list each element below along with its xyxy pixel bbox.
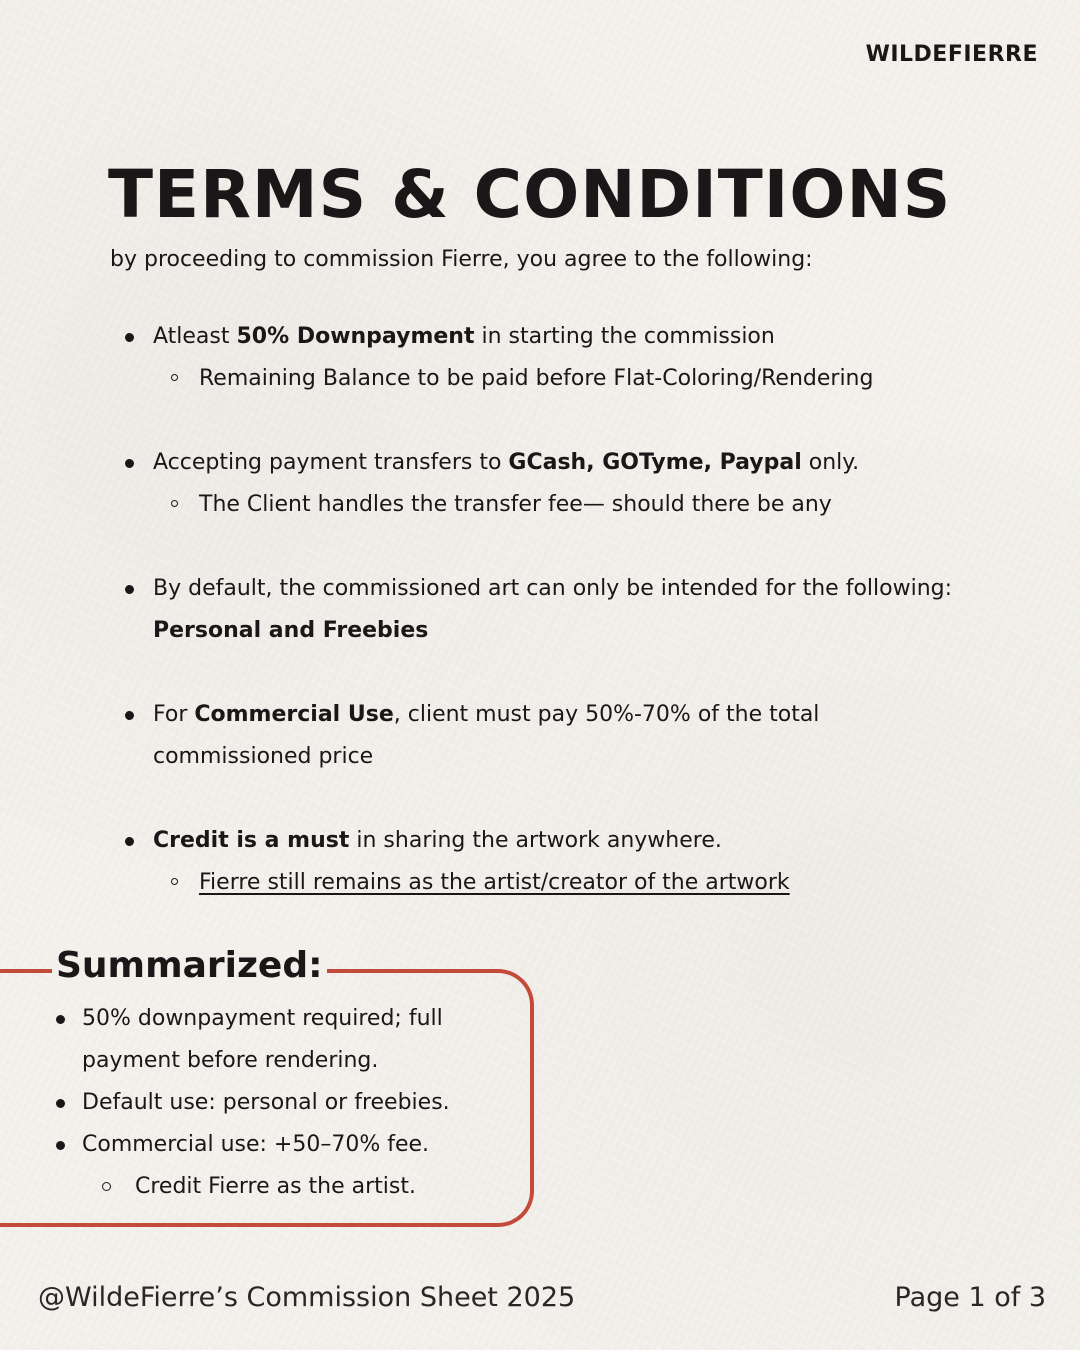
summary-item-text: Commercial use: +50–70% fee.: [82, 1132, 430, 1157]
term-subitem-text: Fierre still remains as the artist/creator of the artwork: [199, 870, 790, 895]
summary-subitem: [52, 1166, 522, 1208]
sub-bullet-icon: [171, 374, 178, 381]
bullet-icon: [125, 585, 134, 594]
brand-logo-text: WILDEFIERRE: [865, 42, 1038, 67]
summary-item: [52, 1124, 522, 1166]
bullet-icon: [125, 711, 134, 720]
summary-item-text: 50% downpayment required; full payment before rendering.: [82, 1006, 443, 1073]
bullet-icon: [125, 333, 134, 342]
term-text: For Commercial Use, client must pay 50%-70% of the total commissioned price: [153, 702, 820, 769]
summary-item: [52, 998, 522, 1082]
bullet-icon: [56, 1099, 65, 1108]
term-subitem-text: The Client handles the transfer fee— should there be any: [199, 492, 832, 517]
term-subitem: [153, 484, 975, 526]
bullet-icon: [125, 837, 134, 846]
term-text: Credit is a must in sharing the artwork anywhere.: [153, 828, 722, 853]
bullet-icon: [56, 1015, 65, 1024]
intro-text: by proceeding to commission Fierre, you agree to the following:: [110, 247, 813, 272]
sub-bullet-icon: [171, 878, 178, 885]
summary-item-text: Default use: personal or freebies.: [82, 1090, 450, 1115]
sub-bullet-icon: [102, 1182, 111, 1191]
bullet-icon: [125, 459, 134, 468]
summary-item-text: Credit Fierre as the artist.: [135, 1174, 416, 1199]
page-indicator: Page 1 of 3: [894, 1282, 1046, 1313]
term-text: Atleast 50% Downpayment in starting the commission: [153, 324, 775, 349]
bullet-icon: [56, 1141, 65, 1150]
term-item-default-use: [125, 568, 975, 652]
summary-item: [52, 1082, 522, 1124]
term-item-downpayment: [125, 316, 975, 400]
footer-credit: @WildeFierre’s Commission Sheet 2025: [38, 1282, 576, 1313]
term-subitem: [153, 862, 975, 904]
term-text: By default, the commissioned art can only be intended for the following: Personal and Freebies: [153, 576, 953, 643]
term-item-payment-methods: [125, 442, 975, 526]
page-title: TERMS & CONDITIONS: [108, 156, 952, 233]
term-item-credit: [125, 820, 975, 904]
term-text: Accepting payment transfers to GCash, GOTyme, Paypal only.: [153, 450, 860, 475]
term-item-commercial-use: [125, 694, 975, 778]
summary-title: Summarized:: [52, 942, 327, 990]
terms-list: [125, 316, 975, 946]
sub-bullet-icon: [171, 500, 178, 507]
term-subitem-text: Remaining Balance to be paid before Flat-Coloring/Rendering: [199, 366, 874, 391]
term-subitem: [153, 358, 975, 400]
summary-list: [52, 998, 522, 1208]
